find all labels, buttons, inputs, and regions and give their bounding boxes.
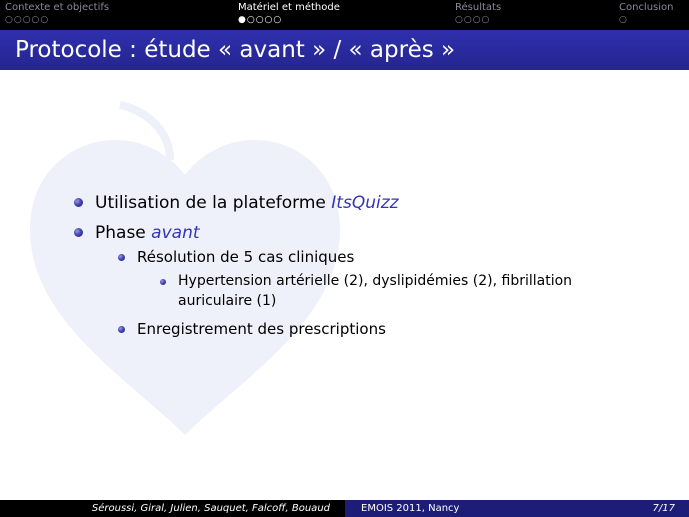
bullet-icon	[118, 254, 125, 261]
list-item: Enregistrement des prescriptions	[137, 320, 386, 338]
nav-section-progress-dots[interactable]: ●○○○○	[238, 15, 283, 25]
bullet-icon	[160, 279, 166, 285]
list-item: Hypertension artérielle (2), dyslipidémies (2), fibrillation	[178, 273, 573, 289]
nav-section-label: Résultats	[455, 2, 502, 13]
nav-section-progress-dots[interactable]: ○	[619, 15, 628, 25]
list-item	[95, 222, 200, 244]
list-item: Résolution de 5 cas cliniques	[137, 248, 355, 266]
list-item-continuation: auriculaire (1)	[178, 293, 277, 309]
footer-authors: Séroussi, Giral, Julien, Sauquet, Falcoff, Bouaud	[0, 500, 340, 517]
list-item-text: Phase	[95, 223, 152, 243]
slide-title: Protocole : étude « avant » / « après »	[15, 37, 456, 63]
nav-section-label: Conclusion	[619, 2, 674, 13]
nav-section-label: Matériel et méthode	[238, 2, 340, 13]
list-item-text: Utilisation de la plateforme	[95, 193, 332, 213]
bullet-icon	[74, 228, 83, 237]
itsquizz-highlight: ItsQuizz	[331, 193, 399, 213]
footer-event: EMOIS 2011, Nancy	[345, 500, 575, 517]
nav-section-label: Contexte et objectifs	[5, 2, 110, 13]
list-item	[95, 192, 399, 214]
nav-section-progress-dots[interactable]: ○○○○	[455, 15, 491, 25]
phase-highlight: avant	[151, 223, 200, 243]
bullet-icon	[74, 198, 83, 207]
slide-footer	[0, 500, 689, 517]
footer-page-number: 7/17	[575, 500, 689, 517]
nav-section-progress-dots[interactable]: ○○○○○	[5, 15, 50, 25]
bullet-icon	[118, 326, 125, 333]
